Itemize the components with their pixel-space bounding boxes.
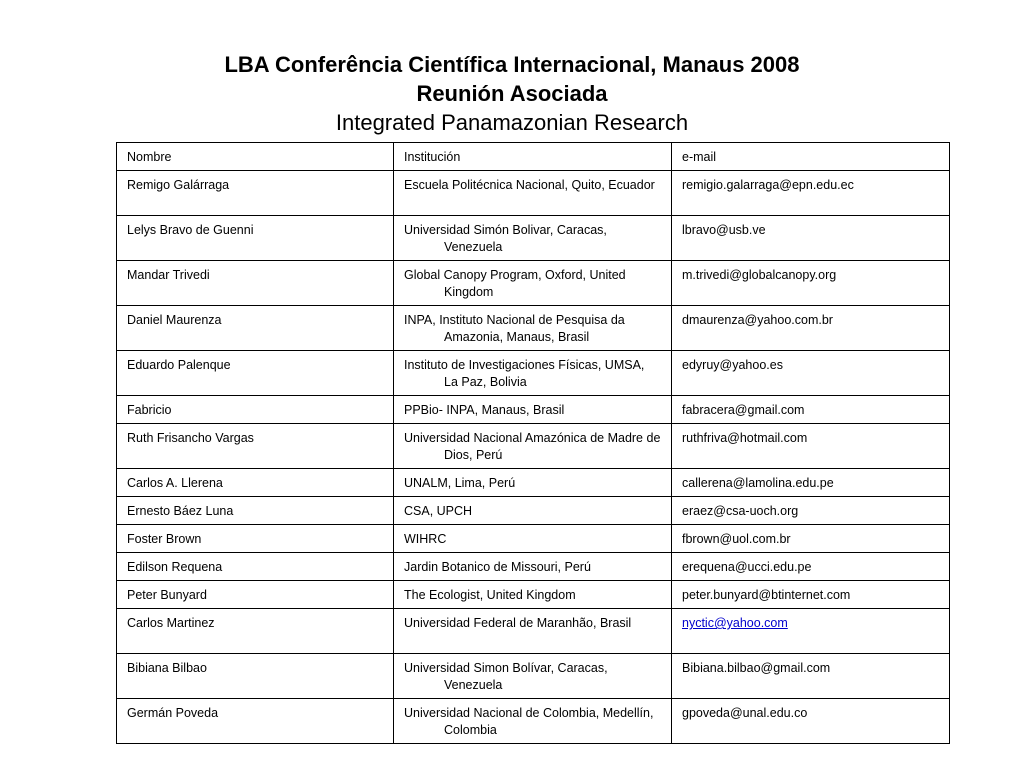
- name-cell: Peter Bunyard: [117, 581, 394, 609]
- table-row: [117, 306, 950, 351]
- institution-cell: [394, 553, 672, 581]
- table-row: [117, 497, 950, 525]
- email-cell: erequena@ucci.edu.pe: [672, 553, 950, 581]
- institution-text: PPBio- INPA, Manaus, Brasil: [404, 403, 565, 417]
- email-cell: remigio.galarraga@epn.edu.ec: [672, 171, 950, 216]
- email-cell: lbravo@usb.ve: [672, 216, 950, 261]
- name-cell: Remigo Galárraga: [117, 171, 394, 216]
- table-row: [117, 171, 950, 216]
- email-cell: fabracera@gmail.com: [672, 396, 950, 424]
- column-header-email: e-mail: [672, 143, 950, 171]
- institution-cell: [394, 609, 672, 654]
- email-cell: m.trivedi@globalcanopy.org: [672, 261, 950, 306]
- email-cell: gpoveda@unal.edu.co: [672, 699, 950, 744]
- table-row: [117, 553, 950, 581]
- institution-cell: [394, 306, 672, 351]
- institution-text: Universidad Federal de Maranhão, Brasil: [404, 616, 632, 630]
- email-cell: Bibiana.bilbao@gmail.com: [672, 654, 950, 699]
- table-row: [117, 424, 950, 469]
- institution-cell: [394, 497, 672, 525]
- table-row: [117, 261, 950, 306]
- institution-text: The Ecologist, United Kingdom: [404, 588, 576, 602]
- email-cell: peter.bunyard@btinternet.com: [672, 581, 950, 609]
- name-cell: Germán Poveda: [117, 699, 394, 744]
- institution-cell: [394, 525, 672, 553]
- name-cell: Carlos A. Llerena: [117, 469, 394, 497]
- institution-cell: [394, 351, 672, 396]
- table-row: [117, 581, 950, 609]
- table-row: [117, 609, 950, 654]
- email-cell: [672, 609, 950, 654]
- name-cell: Lelys Bravo de Guenni: [117, 216, 394, 261]
- name-cell: Daniel Maurenza: [117, 306, 394, 351]
- table-row: [117, 654, 950, 699]
- name-cell: Carlos Martinez: [117, 609, 394, 654]
- name-cell: Foster Brown: [117, 525, 394, 553]
- contacts-table: [116, 142, 950, 744]
- email-cell: eraez@csa-uoch.org: [672, 497, 950, 525]
- name-cell: Mandar Trivedi: [117, 261, 394, 306]
- institution-cell: [394, 396, 672, 424]
- institution-text: INPA, Instituto Nacional de Pesquisa da Amazonia, Manaus, Brasil: [404, 313, 625, 344]
- institution-cell: [394, 261, 672, 306]
- institution-text: Universidad Nacional de Colombia, Medellín, Colombia: [404, 706, 654, 737]
- institution-cell: [394, 171, 672, 216]
- name-cell: Eduardo Palenque: [117, 351, 394, 396]
- page-subtitle: Reunión Asociada: [416, 81, 608, 106]
- institution-cell: [394, 469, 672, 497]
- name-cell: Edilson Requena: [117, 553, 394, 581]
- institution-text: UNALM, Lima, Perú: [404, 476, 516, 490]
- institution-cell: [394, 581, 672, 609]
- email-cell: dmaurenza@yahoo.com.br: [672, 306, 950, 351]
- institution-text: Escuela Politécnica Nacional, Quito, Ecuador: [404, 178, 655, 192]
- table-row: [117, 469, 950, 497]
- name-cell: Ruth Frisancho Vargas: [117, 424, 394, 469]
- name-cell: Ernesto Báez Luna: [117, 497, 394, 525]
- institution-text: WIHRC: [404, 532, 447, 546]
- email-cell: ruthfriva@hotmail.com: [672, 424, 950, 469]
- title-block: [0, 50, 1024, 137]
- institution-text: Instituto de Investigaciones Físicas, UMSA, La Paz, Bolivia: [404, 358, 645, 389]
- institution-cell: [394, 424, 672, 469]
- institution-text: Jardin Botanico de Missouri, Perú: [404, 560, 591, 574]
- institution-text: CSA, UPCH: [404, 504, 473, 518]
- table-row: [117, 396, 950, 424]
- table-row: [117, 699, 950, 744]
- email-link[interactable]: nyctic@yahoo.com: [682, 616, 788, 630]
- institution-cell: [394, 699, 672, 744]
- email-cell: edyruy@yahoo.es: [672, 351, 950, 396]
- email-cell: fbrown@uol.com.br: [672, 525, 950, 553]
- institution-text: Universidad Simon Bolívar, Caracas, Venezuela: [404, 661, 608, 692]
- table-row: [117, 216, 950, 261]
- institution-text: Global Canopy Program, Oxford, United Kingdom: [404, 268, 626, 299]
- table-row: [117, 525, 950, 553]
- column-header-institution: Institución: [394, 143, 672, 171]
- institution-cell: [394, 654, 672, 699]
- institution-text: Universidad Simón Bolivar, Caracas, Venezuela: [404, 223, 607, 254]
- name-cell: Bibiana Bilbao: [117, 654, 394, 699]
- institution-text: Universidad Nacional Amazónica de Madre de Dios, Perú: [404, 431, 661, 462]
- email-cell: callerena@lamolina.edu.pe: [672, 469, 950, 497]
- institution-cell: [394, 216, 672, 261]
- column-header-name: Nombre: [117, 143, 394, 171]
- page-title: LBA Conferência Científica Internacional, Manaus 2008: [224, 52, 800, 77]
- table-row: [117, 351, 950, 396]
- page-tagline: Integrated Panamazonian Research: [335, 110, 689, 135]
- table-header-row: [117, 143, 950, 171]
- name-cell: Fabricio: [117, 396, 394, 424]
